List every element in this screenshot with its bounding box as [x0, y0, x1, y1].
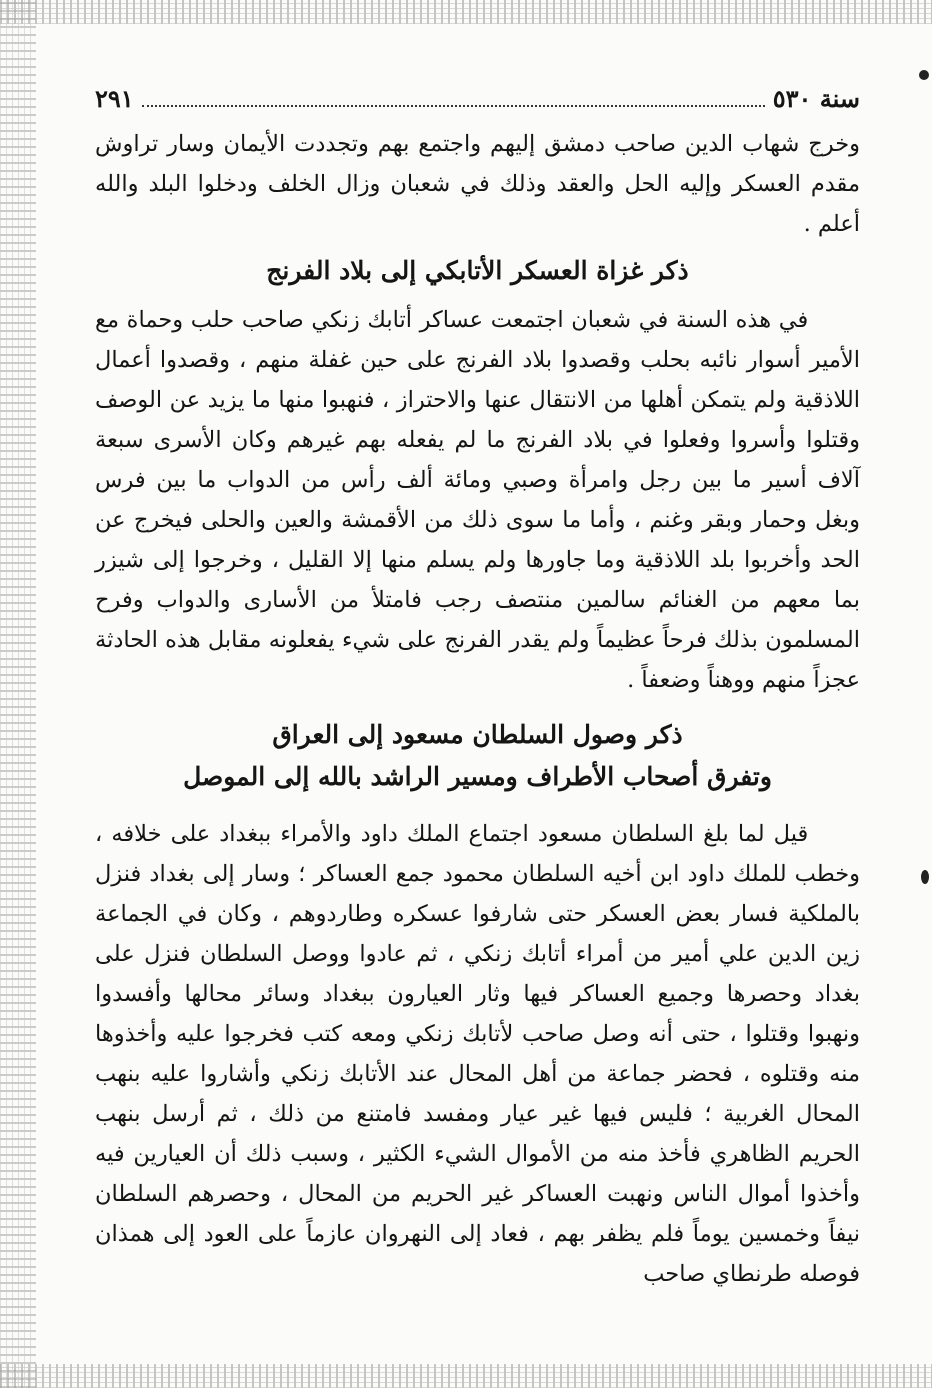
- running-header: [95, 84, 860, 124]
- page-content: [95, 84, 860, 1294]
- ink-mark: [919, 70, 929, 80]
- heading-line-2: وتفرق أصحاب الأطراف ومسير الراشد بالله إلى الموصل: [183, 762, 772, 791]
- spacer: [95, 700, 860, 708]
- decorative-border-bottom: [0, 1364, 932, 1388]
- year-label: سنة ٥٣٠: [772, 84, 860, 113]
- ink-mark: [921, 870, 929, 884]
- dotted-leader: [142, 87, 765, 107]
- section-paragraph-frankish-raid: في هذه السنة في شعبان اجتمعت عساكر أتابك زنكي صاحب حلب وحماة مع الأمير أسوار نائبه بحلب وقصدوا بلاد الفرنج على حين غفلة منهم ، وقصدوا أعمال اللاذقية ولم يتمكن أهلها من الانتقال عنها والاحتراز ، فنهبوا منها ما يزيد عن الوصف وقتلوا وأسروا وفعلوا في بلاد الفرنج ما لم يفعله بهم غيرهم وكان الأسرى سبعة آلاف أسير ما بين رجل وامرأة وصبي ومائة ألف رأس من الدواب ما بين فرس وبغل وحمار وبقر وغنم ، وأما ما سوى ذلك من الأقمشة والعين والحلى فيخرج عن الحد وأخربوا بلد اللاذقية وما جاورها ولم يسلم منها إلا القليل ، وخرجوا إلى شيزر بما معهم من الغنائم سالمين منتصف رجب فامتلأ من الأسارى والدواب وفرح المسلمون بذلك فرحاً عظيماً ولم يقدر الفرنج على شيء يفعلونه مقابل هذه الحادثة عجزاً منهم ووهناً وضعفاً .: [95, 307, 860, 693]
- section-paragraph-sultan-masud: قيل لما بلغ السلطان مسعود اجتماع الملك داود والأمراء ببغداد على خلافه ، وخطب للملك داود ابن أخيه السلطان محمود جمع العساكر ؛ وسار إلى بغداد فنزل بالملكية فسار بعض العسكر حتى شارفوا عسكره وطاردوهم ، وكان في الجماعة زين الدين علي أمير من أمراء أتابك زنكي ، ثم عادوا ووصل السلطان فنزل على بغداد وحصرها وجميع العساكر فيها وثار العيارون ببغداد وسائر محالها وأفسدوا ونهبوا وقتلوا ، حتى أنه وصل صاحب لأتابك زنكي ومعه كتب فخرجوا عليه وأخذوها منه وقتلوه ، فحضر جماعة من أهل المحال عند الأتابك زنكي وأشاروا عليه بنهب المحال الغربية ؛ فليس فيها غير عيار ومفسد فامتنع من ذلك ، ثم أرسل بنهب الحريم الظاهري فأخذ منه من الأموال الشيء الكثير ، وسبب ذلك أن العيارين فيه وأخذوا أموال الناس ونهبت العساكر غير الحريم من المحال ، وحصرهم السلطان نيفاً وخمسين يوماً فلم يظفر بهم ، فعاد إلى النهروان عازماً على العود إلى همذان فوصله طرنطاي صاحب: [95, 821, 860, 1287]
- section-heading-sultan-masud: [95, 714, 860, 798]
- decorative-border-left: [0, 0, 36, 1388]
- page-number: ٢٩١: [95, 84, 134, 113]
- heading-line-1: ذكر وصول السلطان مسعود إلى العراق: [272, 720, 683, 749]
- section-heading-frankish-raid: ذكر غزاة العسكر الأتابكي إلى بلاد الفرنج: [266, 256, 689, 285]
- decorative-border-top: [0, 0, 932, 24]
- intro-paragraph: وخرج شهاب الدين صاحب دمشق إليهم واجتمع بهم وتجددت الأيمان وسار تراوش مقدم العسكر وإليه الحل والعقد وذلك في شعبان وزال الخلف ودخلوا البلد والله أعلم .: [95, 131, 860, 237]
- spacer: [95, 806, 860, 814]
